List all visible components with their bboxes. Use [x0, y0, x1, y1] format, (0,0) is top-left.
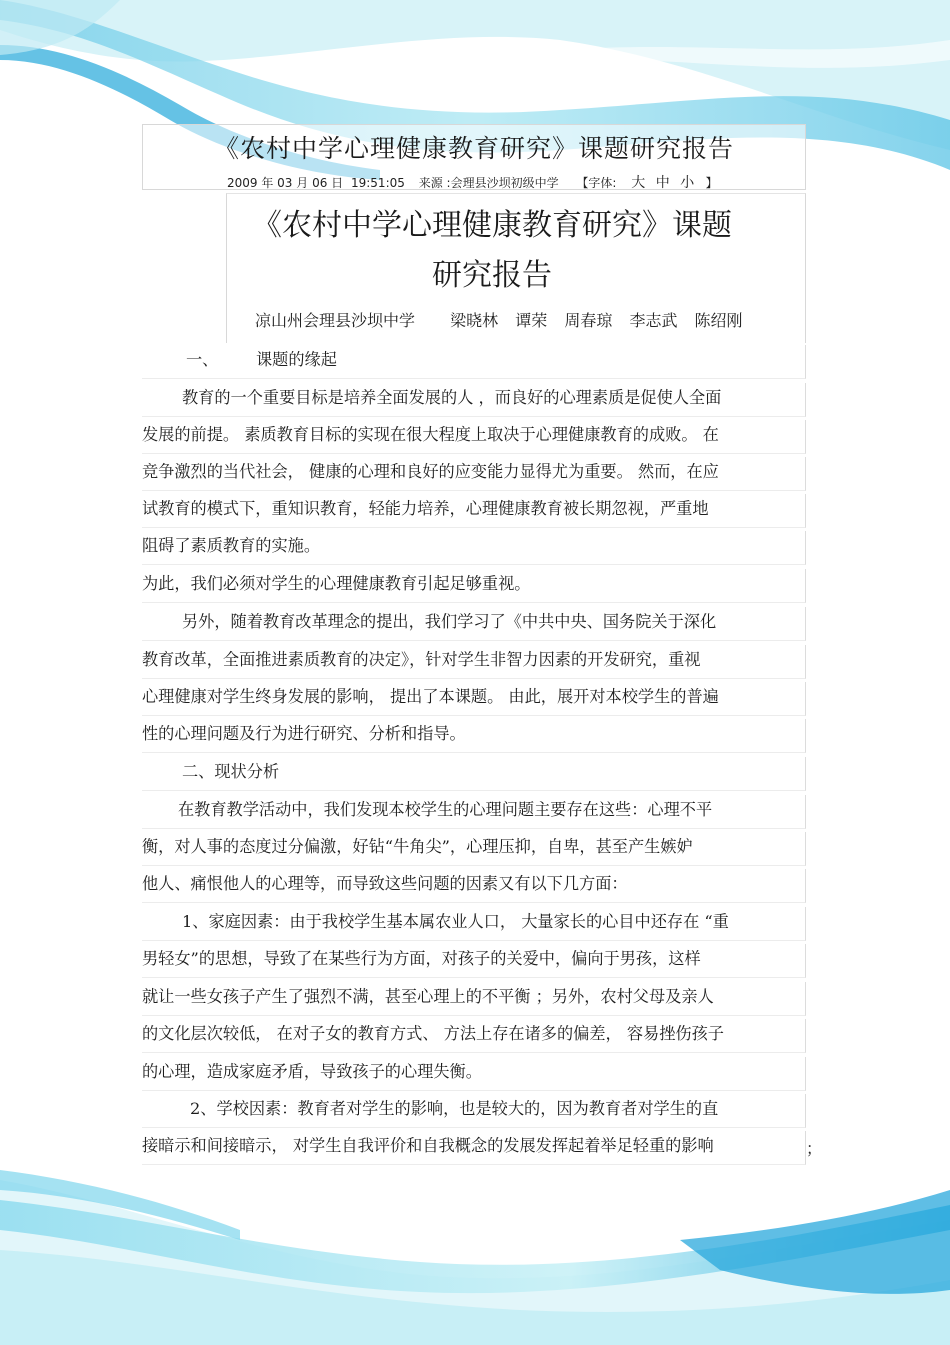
article-title-line1: 《农村中学心理健康教育研究》课题 [252, 208, 732, 243]
body-line: 教育的一个重要目标是培养全面发展的人 ，而良好的心理素质是促使人全面 [142, 383, 806, 417]
body-line: 接暗示和间接暗示， 对学生自我评价和自我概念的发展发挥起着举足轻重的影响 [142, 1131, 806, 1165]
font-size-medium-link[interactable]: 中 [655, 175, 670, 191]
section-number: 一、 [186, 350, 219, 369]
section-heading: 二、现状分析 [142, 757, 806, 791]
article-heading [226, 193, 806, 343]
font-size-links [628, 175, 701, 191]
school-name: 凉山州会理县沙坝中学 [255, 311, 416, 330]
body-line: 的文化层次较低， 在对子女的教育方式、 方法上存在诸多的偏差， 容易挫伤孩子 [142, 1019, 806, 1053]
author-line [255, 308, 755, 331]
meta-line [227, 172, 722, 192]
body-line: 发展的前提。 素质教育目标的实现在很大程度上取决于心理健康教育的成败。 在 [142, 420, 806, 454]
author-name: 梁晓林 [450, 311, 499, 330]
body-line: 竞争激烈的当代社会， 健康的心理和良好的应变能力显得尤为重要。 然而，在应 [142, 457, 806, 491]
trailing-punctuation: ； [806, 1139, 823, 1158]
news-header [142, 124, 806, 190]
author-name: 谭荣 [515, 311, 548, 330]
author-name: 陈绍刚 [694, 311, 743, 330]
body-line: 心理健康对学生终身发展的影响， 提出了本课题。 由此，展开对本校学生的普遍 [142, 682, 806, 716]
body-line: 另外，随着教育改革理念的提出，我们学习了《中共中央、国务院关于深化 [142, 607, 806, 641]
font-size-close: 】 [705, 176, 718, 190]
body-line: 性的心理问题及行为进行研究、分析和指导。 [142, 719, 806, 753]
author-name: 周春琼 [564, 311, 613, 330]
body-line: 衡，对人事的态度过分偏激，好钻“牛角尖”，心理压抑，自卑，甚至产生嫉妒 [142, 832, 806, 866]
body-line: 阻碍了素质教育的实施。 [142, 531, 806, 565]
author-name: 李志武 [629, 311, 678, 330]
publish-time: 19:51:05 [350, 176, 405, 190]
source-label: 来源 :会理县沙坝初级中学 [418, 176, 559, 190]
body-line: 教育改革，全面推进素质教育的决定》，针对学生非智力因素的开发研究，重视 [142, 645, 806, 679]
body-line: 2、学校因素：教育者对学生的影响，也是较大的，因为教育者对学生的直 [142, 1094, 806, 1128]
body-line: 在教育教学活动中，我们发现本校学生的心理问题主要存在这些：心理不平 [142, 795, 806, 829]
body-line: 的心理，造成家庭矛盾，导致孩子的心理失衡。 [142, 1057, 806, 1091]
article-title-line2: 研究报告 [432, 258, 552, 293]
body-line: 为此，我们必须对学生的心理健康教育引起足够重视。 [142, 569, 806, 603]
font-size-small-link[interactable]: 小 [680, 175, 695, 191]
section-heading [142, 345, 806, 379]
font-size-large-link[interactable]: 大 [631, 175, 646, 191]
body-line: 试教育的模式下，重知识教育，轻能力培养，心理健康教育被长期忽视，严重地 [142, 494, 806, 528]
section-title: 课题的缘起 [256, 350, 337, 369]
body-line: 男轻女”的思想，导致了在某些行为方面，对孩子的关爱中，偏向于男孩，这样 [142, 944, 806, 978]
body-line: 就让一些女孩子产生了强烈不满，甚至心理上的不平衡 ；另外，农村父母及亲人 [142, 982, 806, 1016]
page-title: 《农村中学心理健康教育研究》课题研究报告 [213, 134, 734, 163]
font-size-label: 【字体: [576, 176, 617, 190]
body-line: 1、家庭因素：由于我校学生基本属农业人口， 大量家长的心目中还存在 “重 [142, 907, 806, 941]
body-line: 他人、痛恨他人的心理等，而导致这些问题的因素又有以下几方面： [142, 869, 806, 903]
publish-date: 2009 年 03 月 06 日 [227, 176, 344, 190]
